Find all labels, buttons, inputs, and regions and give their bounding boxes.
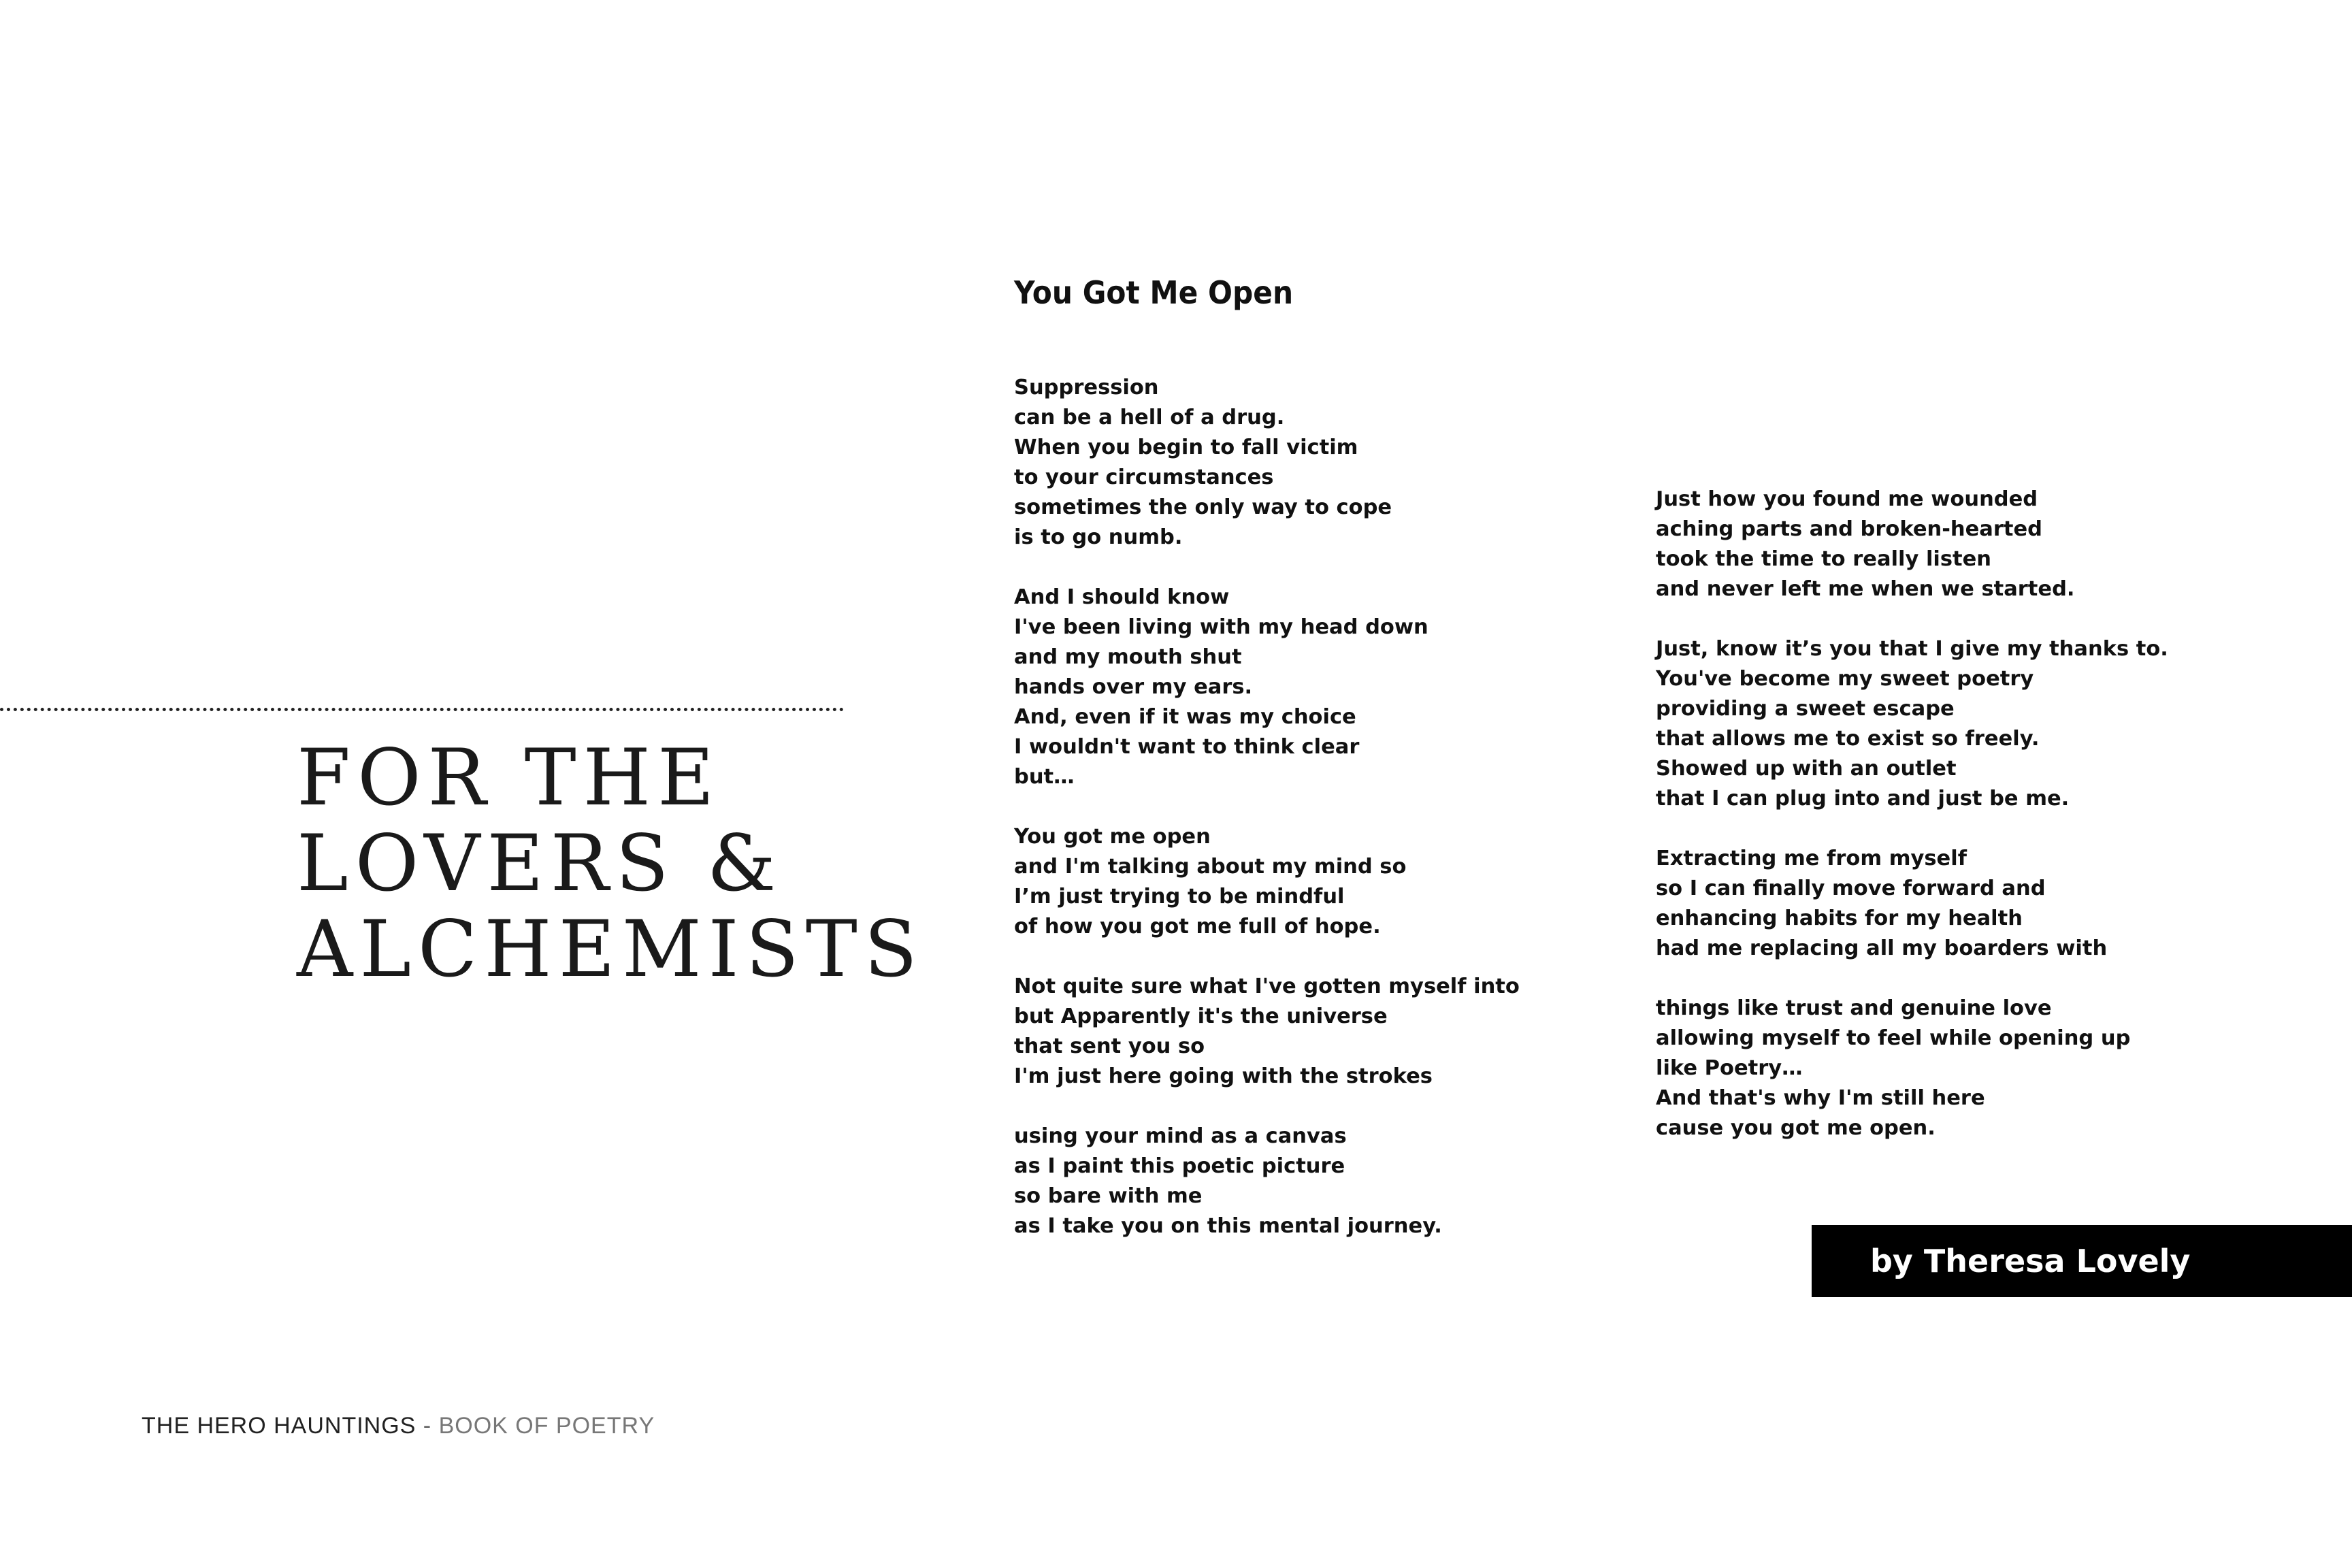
poem-line: Showed up with an outlet — [1656, 757, 1957, 781]
poem-stanza — [1656, 634, 2168, 814]
poem-stanza — [1014, 373, 1520, 553]
author-byline-bar — [1812, 1225, 2352, 1297]
poem-line: You got me open — [1014, 825, 1211, 849]
poem-line: enhancing habits for my health — [1656, 906, 2023, 930]
poem-column-left — [1014, 373, 1520, 1241]
book-type: BOOK OF POETRY — [438, 1413, 655, 1439]
section-title — [297, 732, 924, 994]
poem-line: things like trust and genuine love — [1656, 996, 2052, 1020]
section-title-line: LOVERS & — [297, 818, 783, 909]
poem-line: that allows me to exist so freely. — [1656, 727, 2040, 751]
poem-line: Not quite sure what I've gotten myself into — [1014, 975, 1520, 998]
poem-line: had me replacing all my boarders with — [1656, 936, 2108, 960]
poem-line: providing a sweet escape — [1656, 697, 1955, 721]
poem-line: and I'm talking about my mind so — [1014, 855, 1407, 879]
poem-line: using your mind as a canvas — [1014, 1124, 1347, 1148]
dotted-divider — [0, 708, 844, 711]
poem-stanza — [1014, 583, 1520, 792]
poem-line: cause you got me open. — [1656, 1116, 1936, 1140]
poem-stanza — [1656, 844, 2168, 964]
author-byline: by Theresa Lovely — [1870, 1243, 2191, 1279]
poem-line: And, even if it was my choice — [1014, 705, 1356, 729]
poem-line: and my mouth shut — [1014, 645, 1242, 669]
poem-stanza — [1656, 994, 2168, 1143]
poem-stanza — [1656, 485, 2168, 604]
poem-title: You Got Me Open — [1014, 274, 1294, 311]
section-title-line: ALCHEMISTS — [297, 904, 924, 994]
poem-line: so bare with me — [1014, 1184, 1203, 1208]
book-name: THE HERO HAUNTINGS — [142, 1413, 416, 1439]
poem-line: I'm just here going with the strokes — [1014, 1064, 1433, 1088]
running-footer — [142, 1413, 655, 1439]
poem-line: You've become my sweet poetry — [1656, 667, 2034, 691]
poem-line: that sent you so — [1014, 1034, 1205, 1058]
poem-line: When you begin to fall victim — [1014, 436, 1358, 459]
poem-line: and never left me when we started. — [1656, 577, 2075, 601]
poem-line: Just how you found me wounded — [1656, 487, 2038, 511]
poem-line: can be a hell of a drug. — [1014, 406, 1285, 429]
poem-line: but Apparently it's the universe — [1014, 1004, 1388, 1028]
poem-line: I've been living with my head down — [1014, 615, 1428, 639]
poem-line: is to go numb. — [1014, 525, 1183, 549]
poem-line: that I can plug into and just be me. — [1656, 787, 2070, 811]
poem-line: Extracting me from myself — [1656, 847, 1967, 870]
poem-line: so I can finally move forward and — [1656, 877, 2046, 900]
poem-line: but… — [1014, 765, 1075, 789]
poem-line: of how you got me full of hope. — [1014, 915, 1381, 938]
poem-line: I wouldn't want to think clear — [1014, 735, 1360, 759]
poem-line: Suppression — [1014, 376, 1159, 399]
poem-line: like Poetry… — [1656, 1056, 1803, 1080]
poem-stanza — [1014, 1122, 1520, 1241]
poem-line: Just, know it’s you that I give my thanks to. — [1656, 637, 2168, 661]
poem-line: as I paint this poetic picture — [1014, 1154, 1345, 1178]
poem-stanza — [1014, 822, 1520, 942]
section-title-line: FOR THE — [297, 732, 721, 823]
poem-line: allowing myself to feel while opening up — [1656, 1026, 2131, 1050]
poem-line: aching parts and broken-hearted — [1656, 517, 2043, 541]
poem-line: sometimes the only way to cope — [1014, 495, 1392, 519]
poem-stanza — [1014, 972, 1520, 1092]
poem-line: I’m just trying to be mindful — [1014, 885, 1345, 909]
poem-line: as I take you on this mental journey. — [1014, 1214, 1442, 1238]
poem-line: And that's why I'm still here — [1656, 1086, 1985, 1110]
poem-line: took the time to really listen — [1656, 547, 1992, 571]
poem-line: And I should know — [1014, 585, 1230, 609]
poem-line: hands over my ears. — [1014, 675, 1253, 699]
poem-column-right — [1656, 485, 2168, 1143]
footer-separator: - — [416, 1413, 439, 1439]
poem-line: to your circumstances — [1014, 466, 1274, 489]
